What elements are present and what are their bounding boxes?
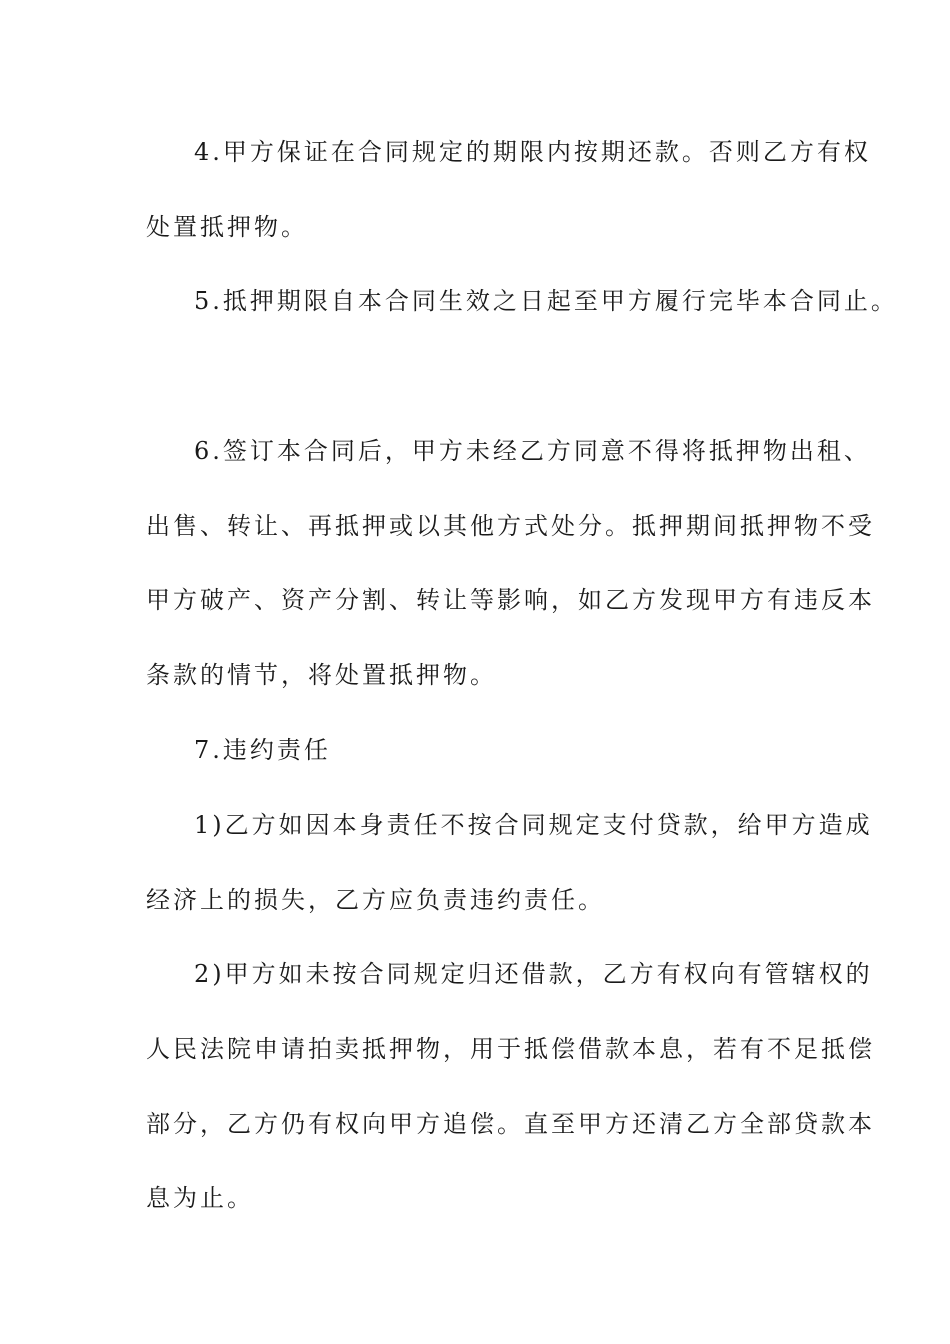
clause-7-item-2-line-3: 部分，乙方仍有权向甲方追偿。直至甲方还清乙方全部贷款本 — [146, 1110, 875, 1138]
clause-6-line-1: 6.签订本合同后，甲方未经乙方同意不得将抵押物出租、 — [194, 437, 871, 465]
clause-7-item-2-line-1: 2)甲方如未按合同规定归还借款，乙方有权向有管辖权的 — [194, 960, 873, 988]
clause-7-item-2-line-4: 息为止。 — [146, 1184, 254, 1212]
clause-6-line-3: 甲方破产、资产分割、转让等影响，如乙方发现甲方有违反本 — [146, 586, 875, 614]
clause-5-line-1: 5.抵押期限自本合同生效之日起至甲方履行完毕本合同止。 — [194, 287, 898, 315]
clause-4-line-1: 4.甲方保证在合同规定的期限内按期还款。否则乙方有权 — [194, 138, 871, 166]
clause-7-item-1-line-2: 经济上的损失，乙方应负责违约责任。 — [146, 886, 605, 914]
clause-7-item-1-line-1: 1)乙方如因本身责任不按合同规定支付贷款，给甲方造成 — [194, 811, 873, 839]
clause-4-line-2: 处置抵押物。 — [146, 213, 308, 241]
clause-6-line-4: 条款的情节，将处置抵押物。 — [146, 661, 497, 689]
clause-7-item-2-line-2: 人民法院申请拍卖抵押物，用于抵偿借款本息，若有不足抵偿 — [146, 1035, 875, 1063]
clause-7-heading: 7.违约责任 — [194, 736, 331, 764]
clause-6-line-2: 出售、转让、再抵押或以其他方式处分。抵押期间抵押物不受 — [146, 512, 875, 540]
